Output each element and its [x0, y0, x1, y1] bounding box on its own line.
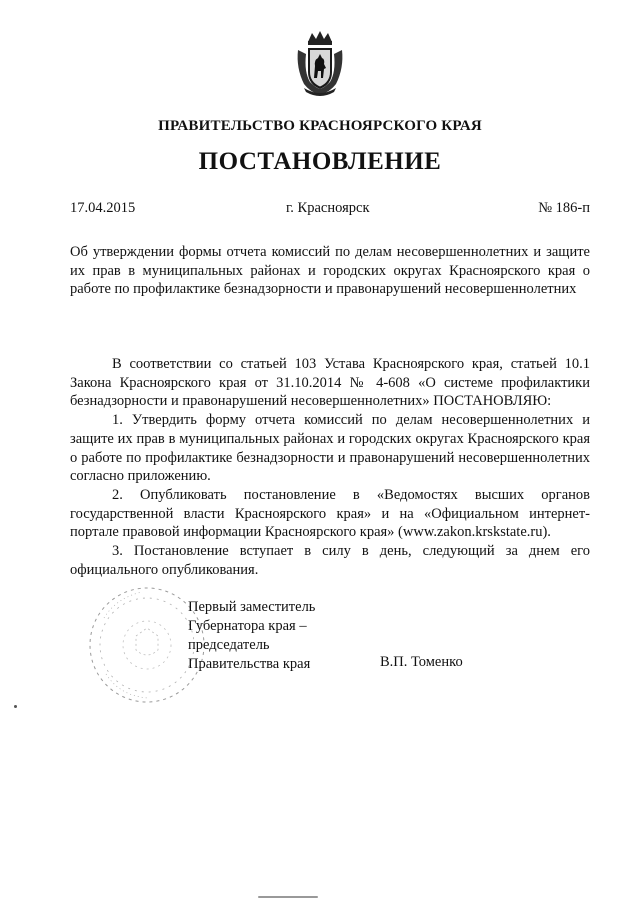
signatory-title-line-4: Правительства края [188, 656, 311, 672]
document-date: 17.04.2015 [70, 200, 136, 216]
signatory-name: В.П. Томенко [380, 654, 463, 670]
document-subject: Об утверждении формы отчета комиссий по делам несовершеннолетних и защите их прав в муниципальных районах и городских округах Красноярского края о работе по профилактике безнадзорности и правонарушений несовершеннолетних [70, 244, 590, 297]
signatory-title-line-3: председатель [188, 637, 270, 653]
document-number: № 186-п [538, 200, 590, 216]
item-paragraph-3: 3. Постановление вступает в силу в день, следующий за днем его официального опубликования. [70, 543, 590, 578]
item-paragraph-1: 1. Утвердить форму отчета комиссий по делам несовершеннолетних и защите их прав в муниципальных районах и городских округах Красноярского края о работе по профилактике безнадзорности и правонарушений несовершеннолетних согласно приложению. [70, 412, 590, 485]
preamble-paragraph: В соответствии со статьей 103 Устава Красноярского края, статьей 10.1 Закона Красноярского края от 31.10.2014 № 4-608 «О системе профилактики безнадзорности и правонарушений несовершеннолетних» ПОСТАНОВЛЯЮ: [70, 356, 590, 410]
document-type-title: ПОСТАНОВЛЕНИЕ [198, 148, 442, 175]
document-body [70, 355, 590, 579]
signatory-title [188, 598, 408, 674]
coat-of-arms-icon [294, 28, 346, 98]
scan-speck [14, 705, 17, 708]
document-meta [70, 200, 590, 220]
item-paragraph-2: 2. Опубликовать постановление в «Ведомостях высших органов государственной власти Красноярского края» и на «Официальном интернет-портале правовой информации Красноярского края» (www.zakon.krskstate.ru). [70, 486, 590, 541]
signatory-title-line-1: Первый заместитель [188, 599, 316, 615]
government-name: ПРАВИТЕЛЬСТВО КРАСНОЯРСКОГО КРАЯ [158, 118, 482, 134]
signatory-title-line-2: Губернатора края – [188, 618, 307, 634]
scan-speck [258, 896, 318, 898]
document-city: г. Красноярск [286, 200, 370, 216]
